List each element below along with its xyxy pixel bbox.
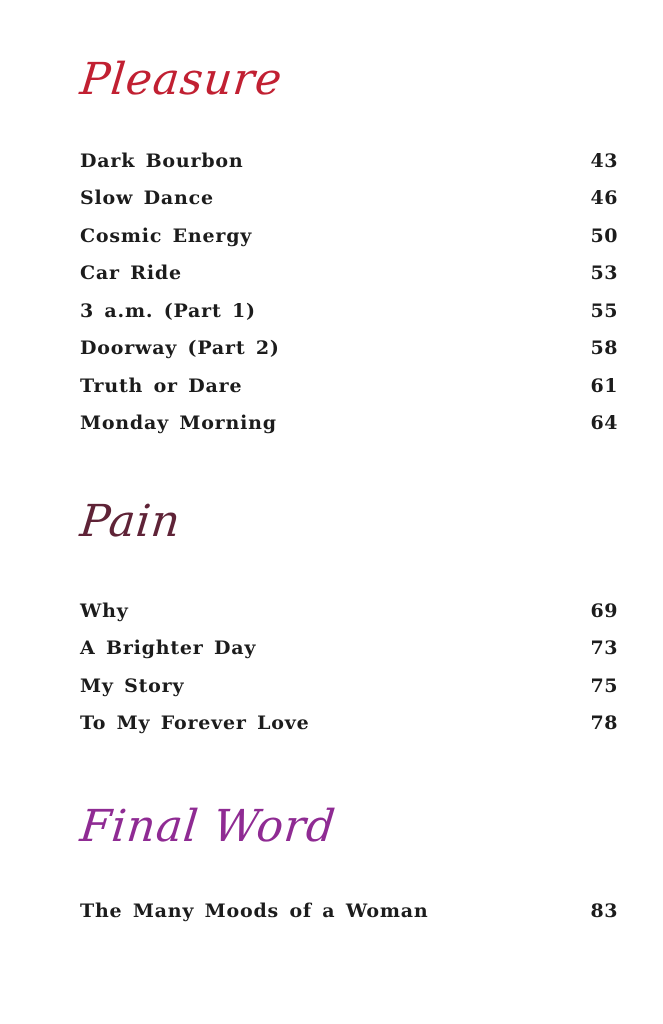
entry-title: Monday Morning [80, 412, 277, 435]
entry-title: Doorway (Part 2) [80, 337, 280, 360]
entry-page-number: 61 [590, 374, 618, 397]
entry-page-number: 75 [590, 674, 618, 697]
entry-title: 3 a.m. (Part 1) [80, 299, 256, 322]
entry-page-number: 58 [590, 337, 618, 360]
entry-page-number: 46 [590, 187, 618, 210]
entry-title: Cosmic Energy [80, 224, 253, 247]
section-heading-final-word: Final Word [77, 801, 339, 852]
section-heading-pleasure: Pleasure [77, 54, 285, 105]
entry-page-number: 64 [590, 412, 618, 435]
toc-entry [80, 330, 618, 368]
toc-entry [80, 667, 618, 705]
entry-title: Why [80, 599, 129, 622]
entry-page-number: 43 [590, 149, 618, 172]
section-list-pain [80, 592, 618, 742]
toc-entry [80, 367, 618, 405]
entry-page-number: 55 [590, 299, 618, 322]
toc-entry [80, 217, 618, 255]
section-heading-pain: Pain [77, 496, 184, 547]
entry-title: To My Forever Love [80, 712, 310, 735]
toc-entry [80, 630, 618, 668]
toc-entry [80, 405, 618, 443]
toc-entry [80, 592, 618, 630]
entry-title: Dark Bourbon [80, 149, 244, 172]
entry-page-number: 78 [590, 712, 618, 735]
entry-title: Truth or Dare [80, 374, 243, 397]
entry-page-number: 69 [590, 599, 618, 622]
section-list-pleasure [80, 142, 618, 442]
toc-entry [80, 292, 618, 330]
entry-page-number: 50 [590, 224, 618, 247]
entry-page-number: 73 [590, 637, 618, 660]
entry-title: Slow Dance [80, 187, 214, 210]
entry-title: Car Ride [80, 262, 182, 285]
toc-entry [80, 255, 618, 293]
entry-page-number: 83 [590, 899, 618, 922]
toc-entry [80, 892, 618, 930]
toc-entry [80, 142, 618, 180]
entry-page-number: 53 [590, 262, 618, 285]
entry-title: A Brighter Day [80, 637, 257, 660]
entry-title: My Story [80, 674, 185, 697]
entry-title: The Many Moods of a Woman [80, 899, 429, 922]
toc-entry [80, 705, 618, 743]
toc-entry [80, 180, 618, 218]
section-list-final-word [80, 892, 618, 930]
